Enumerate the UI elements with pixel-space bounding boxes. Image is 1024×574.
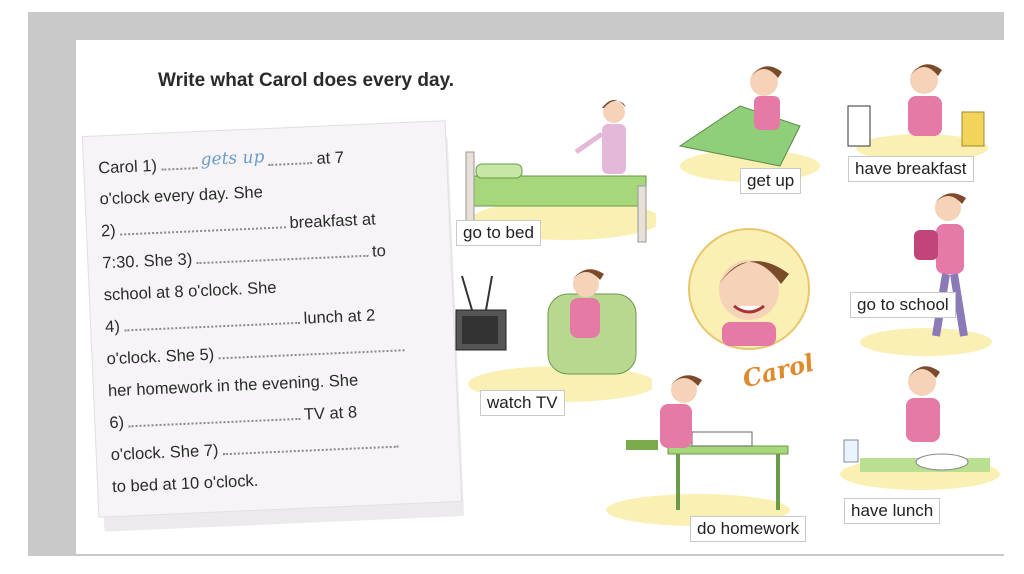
label-go-to-bed: go to bed [456,220,541,246]
exercise-line-8: her homework in the evening. She [107,371,359,401]
exercise-line-7: o'clock. She 5) [106,337,408,369]
exercise-line-5: school at 8 o'clock. She [103,278,277,305]
get-up-illustration [670,54,820,184]
label-get-up: get up [740,168,801,194]
do-homework-illustration [598,370,798,530]
slide-frame [28,12,1004,556]
exercise-line-11: to bed at 10 o'clock. [111,471,259,497]
have-lunch-illustration [830,358,1000,498]
exercise-line-1: Carol 1) gets up at 7 [97,147,345,178]
exercise-title: Write what Carol does every day. [158,70,455,91]
label-do-homework: do homework [690,516,806,542]
label-have-lunch: have lunch [844,498,940,524]
exercise-line-10: o'clock. She 7) [110,433,402,465]
exercise-line-6: 4) lunch at 2 [104,306,376,337]
label-have-breakfast: have breakfast [848,156,974,182]
go-to-school-illustration [856,190,1006,360]
carol-portrait [674,224,824,354]
label-watch-tv: watch TV [480,390,565,416]
worksheet [76,40,1014,554]
carol-name-label: Carol [739,347,817,394]
have-breakfast-illustration [842,56,992,166]
exercise-line-2: o'clock every day. She [99,183,264,209]
exercise-card [82,120,462,518]
label-go-to-school: go to school [850,292,956,318]
exercise-line-9: 6) TV at 8 [108,403,358,433]
exercise-line-3: 2) breakfast at [100,210,377,241]
answer-handwriting: gets up [200,147,265,170]
exercise-line-4: 7:30. She 3) to [102,241,387,273]
